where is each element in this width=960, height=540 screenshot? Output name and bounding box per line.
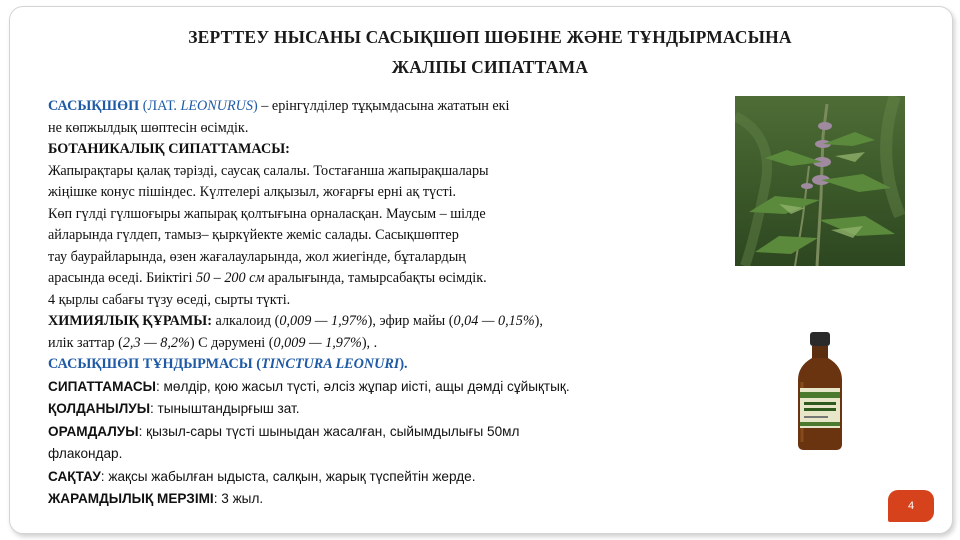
plant-photo: [735, 96, 905, 266]
intro-text: – ерінгүлділер тұқымдасына жататын екі: [257, 98, 510, 114]
botanical-line-4: айларында гүлдеп, тамыз– қыркүйекте жеміс салады. Сасықшөптер: [48, 227, 459, 243]
essential-oil-range: 0,04 — 0,15%: [453, 313, 535, 329]
usage-label: ҚОЛДАНЫЛУЫ: [48, 401, 150, 417]
packaging-label: ОРАМДАЛУЫ: [48, 423, 139, 439]
vitamin-c-range: 0,009 — 1,97%: [273, 334, 362, 351]
botanical-line-6: арасында өседі. Биіктігі 50 – 200 см аралығында, тамырсабақты өсімдік.: [48, 270, 487, 286]
description-line: СИПАТТАМАСЫ: мөлдір, қою жасыл түсті, әлсіз жұпар иісті, ащы дәмді сұйықтық.: [48, 378, 570, 394]
botanical-line-7: 4 қырлы сабағы түзу өседі, сырты түкті.: [48, 291, 291, 308]
tincture-heading: САСЫҚШӨП ТҰНДЫРМАСЫ (TINCTURA LEONURI).: [48, 356, 408, 372]
usage-line: ҚОЛДАНЫЛУЫ: тыныштандырғыш зат.: [48, 401, 300, 417]
botanical-line-1: Жапырақтары қалақ тәрізді, саусақ салалы. Тостағанша жапырақшалары: [48, 162, 489, 179]
description-label: СИПАТТАМАСЫ: [48, 378, 156, 394]
storage-line: САҚТАУ: жақсы жабылған ыдыста, салқын, жарық түспейтін жерде.: [48, 468, 476, 484]
intro-line-2: не көпжылдық шөптесін өсімдік.: [48, 119, 249, 136]
tincture-latin: TINCTURA LEONURI: [260, 356, 400, 372]
latin-close: ): [252, 98, 258, 114]
slide-body: [48, 96, 748, 511]
storage-label: САҚТАУ: [48, 468, 101, 484]
chemical-line-1: ХИМИЯЛЫҚ ҚҰРАМЫ: алкалоид (0,009 — 1,97%), эфир майы (0,04 — 0,15%),: [48, 313, 543, 329]
chemical-heading: ХИМИЯЛЫҚ ҚҰРАМЫ:: [48, 313, 212, 329]
tincture-bottle-photo: [790, 330, 850, 452]
height-range: 50 – 200 см: [195, 270, 265, 286]
packaging-line: ОРАМДАЛУЫ: қызыл-сары түсті шыныдан жасалған, сыйымдылығы 50мл: [48, 423, 520, 439]
latin-name: LEONURUS: [180, 98, 253, 114]
title-line-2: ЖАЛПЫ СИПАТТАМА: [391, 57, 589, 77]
title-line-1: ЗЕРТТЕУ НЫСАНЫ САСЫҚШӨП ШӨБІНЕ ЖӘНЕ ТҰНДЫРМАСЫНА: [188, 27, 792, 47]
shelf-life-label: ЖАРАМДЫЛЫҚ МЕРЗІМІ: [48, 491, 214, 507]
slide-title: [40, 22, 940, 82]
packaging-line-2: флакондар.: [48, 446, 123, 462]
botanical-line-2: жіңішке конус пішіндес. Күлтелері алқызыл, жоғарғы ерні ақ түсті.: [48, 184, 457, 200]
plant-name: САСЫҚШӨП: [48, 98, 140, 114]
intro-line-1: [48, 96, 748, 118]
latin-open: (ЛАТ.: [139, 98, 181, 114]
shelf-life-line: ЖАРАМДЫЛЫҚ МЕРЗІМІ: 3 жыл.: [48, 491, 264, 507]
botanical-line-5: тау баурайларында, өзен жағалауларында, жол жиегінде, бұталардың: [48, 248, 466, 265]
botanical-heading: БОТАНИКАЛЫҚ СИПАТТАМАСЫ:: [48, 141, 290, 157]
page-number-badge: 4: [888, 490, 934, 522]
alkaloid-range: 0,009 — 1,97%: [279, 313, 368, 329]
tannin-range: 2,3 — 8,2%: [122, 334, 190, 351]
chemical-line-2: илік заттар (2,3 — 8,2%) С дәрумені (0,009 — 1,97%), .: [48, 334, 378, 351]
botanical-line-3: Көп гүлді гүлшоғыры жапырақ қолтығына орналасқан. Маусым – шілде: [48, 205, 486, 222]
